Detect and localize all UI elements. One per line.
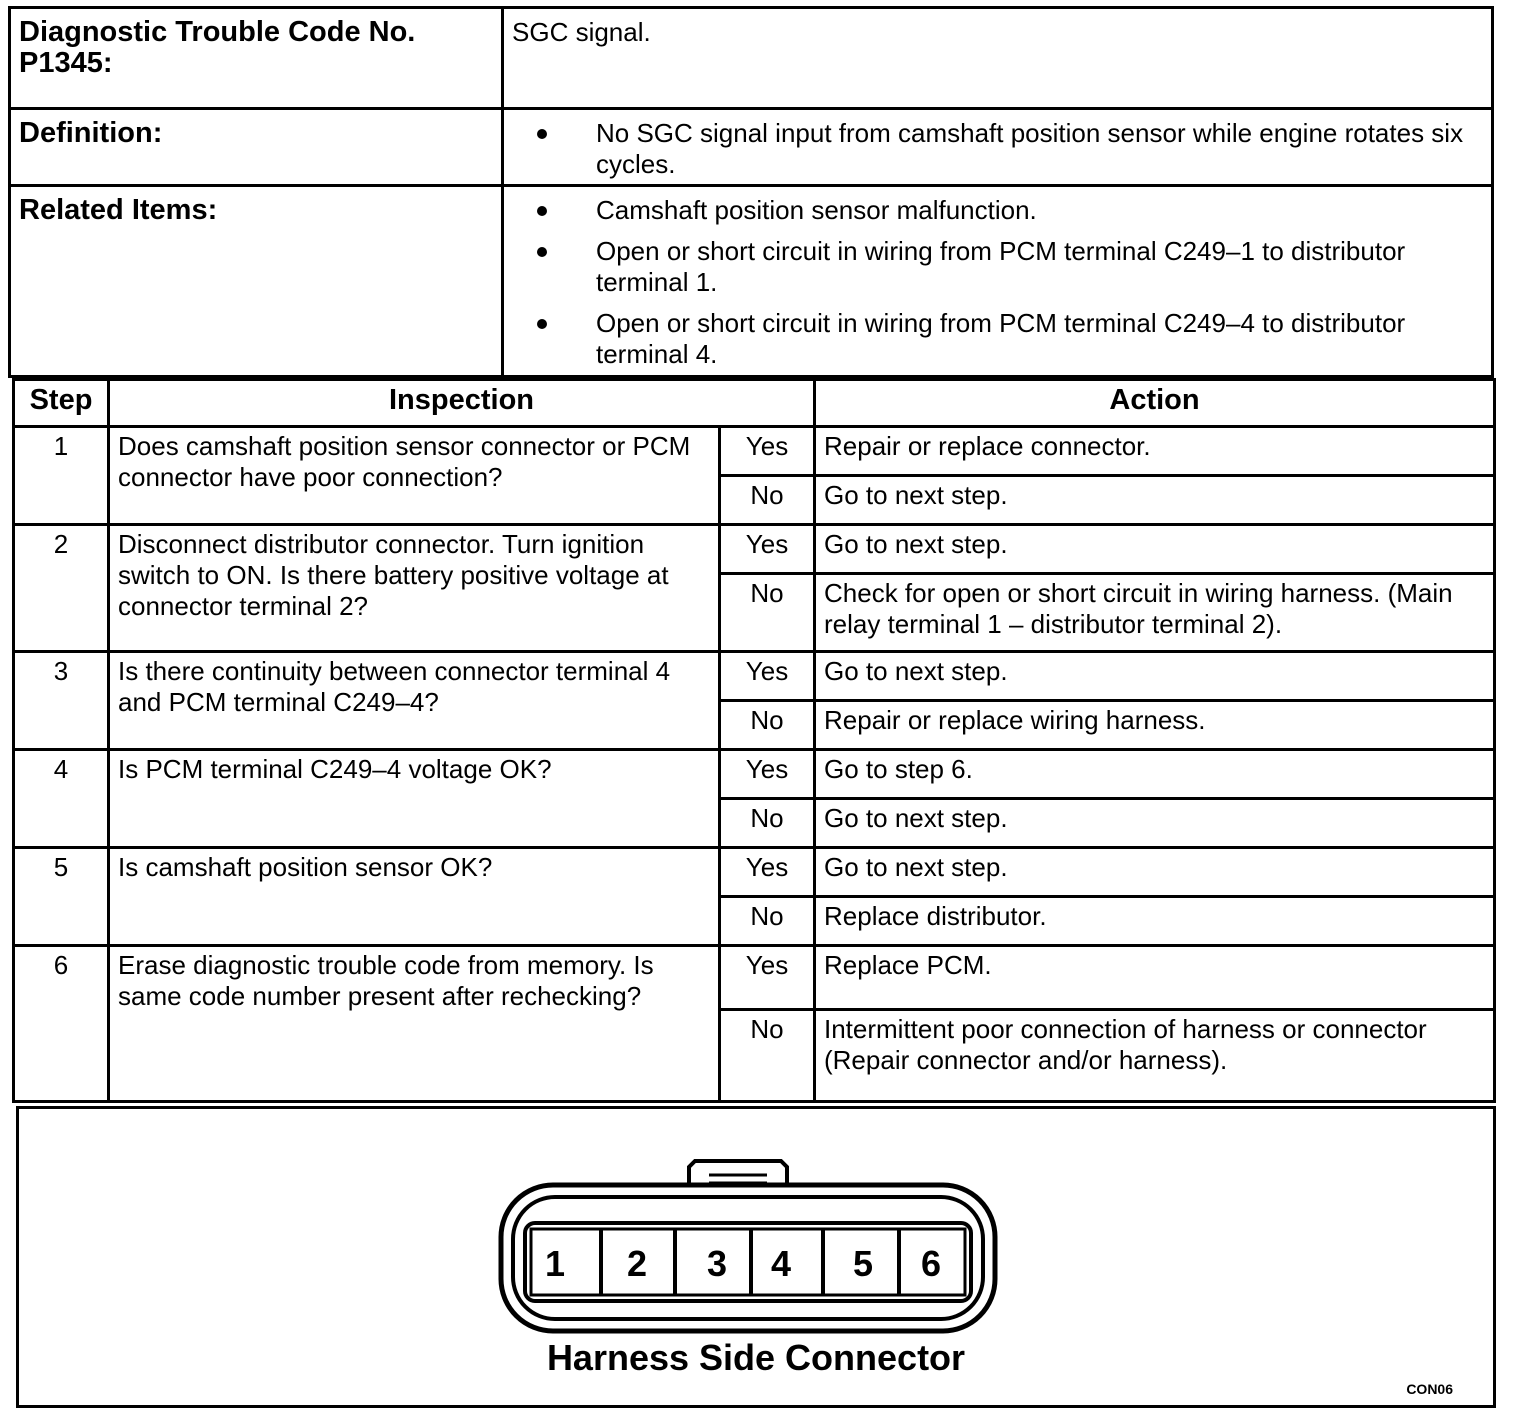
related-label: Related Items: <box>10 186 503 377</box>
table-row <box>14 525 1495 574</box>
pin-label: 1 <box>544 1243 566 1284</box>
related-row <box>10 186 1493 377</box>
dtc-value: SGC signal. <box>503 8 1493 109</box>
step-inspection: Is there continuity between connector terminal 4 and PCM terminal C249–4? <box>109 652 720 750</box>
pin-label: 3 <box>706 1243 728 1284</box>
yes-label: Yes <box>720 946 815 1010</box>
pin-label: 4 <box>770 1243 792 1284</box>
step-number: 3 <box>14 652 109 750</box>
no-action: Replace distributor. <box>815 897 1495 946</box>
step-number: 6 <box>14 946 109 1102</box>
steps-header-row <box>14 380 1495 427</box>
yes-action: Repair or replace connector. <box>815 427 1495 476</box>
pin-label: 6 <box>920 1243 942 1284</box>
yes-action: Go to next step. <box>815 848 1495 897</box>
no-label: No <box>720 574 815 652</box>
no-action: Repair or replace wiring harness. <box>815 701 1495 750</box>
yes-action: Go to step 6. <box>815 750 1495 799</box>
yes-label: Yes <box>720 750 815 799</box>
pin-label: 5 <box>852 1243 874 1284</box>
definition-row <box>10 109 1493 186</box>
yes-label: Yes <box>720 427 815 476</box>
definition-list <box>512 118 1471 180</box>
table-row <box>14 848 1495 897</box>
step-inspection: Is PCM terminal C249–4 voltage OK? <box>109 750 720 848</box>
connector-caption: Harness Side Connector <box>546 1337 966 1378</box>
figure-code: CON06 <box>1406 1381 1453 1397</box>
connector-diagram-box <box>16 1106 1496 1408</box>
inspection-steps-table <box>12 378 1496 1103</box>
table-row <box>14 946 1495 1010</box>
no-label: No <box>720 1010 815 1102</box>
related-item: Camshaft position sensor malfunction. <box>512 195 1471 226</box>
step-inspection: Disconnect distributor connector. Turn ignition switch to ON. Is there battery positive voltage at connector terminal 2? <box>109 525 720 652</box>
pin-housing <box>525 1223 971 1301</box>
pin-label: 2 <box>626 1243 648 1284</box>
no-action: Intermittent poor connection of harness or connector (Repair connector and/or harness). <box>815 1010 1495 1102</box>
yes-action: Go to next step. <box>815 652 1495 701</box>
step-header: Step <box>14 380 109 427</box>
dtc-info-table <box>8 6 1494 378</box>
harness-connector-illustration <box>489 1159 1009 1339</box>
no-label: No <box>720 476 815 525</box>
step-inspection: Erase diagnostic trouble code from memory. Is same code number present after rechecking? <box>109 946 720 1102</box>
related-item: Open or short circuit in wiring from PCM terminal C249–1 to distributor terminal 1. <box>512 236 1471 298</box>
step-number: 5 <box>14 848 109 946</box>
yes-label: Yes <box>720 525 815 574</box>
no-action: Go to next step. <box>815 476 1495 525</box>
definition-label: Definition: <box>10 109 503 186</box>
no-label: No <box>720 701 815 750</box>
definition-item: No SGC signal input from camshaft position sensor while engine rotates six cycles. <box>512 118 1471 180</box>
step-number: 4 <box>14 750 109 848</box>
no-action: Go to next step. <box>815 799 1495 848</box>
inspection-header: Inspection <box>109 380 815 427</box>
dtc-label: Diagnostic Trouble Code No. P1345: <box>10 8 503 109</box>
yes-action: Replace PCM. <box>815 946 1495 1010</box>
yes-label: Yes <box>720 848 815 897</box>
step-inspection: Is camshaft position sensor OK? <box>109 848 720 946</box>
table-row <box>14 652 1495 701</box>
step-inspection: Does camshaft position sensor connector or PCM connector have poor connection? <box>109 427 720 525</box>
action-header: Action <box>815 380 1495 427</box>
no-label: No <box>720 897 815 946</box>
definition-cell <box>503 109 1493 186</box>
step-number: 1 <box>14 427 109 525</box>
no-label: No <box>720 799 815 848</box>
table-row <box>14 427 1495 476</box>
dtc-row <box>10 8 1493 109</box>
yes-label: Yes <box>720 652 815 701</box>
related-list <box>512 195 1471 370</box>
related-cell <box>503 186 1493 377</box>
no-action: Check for open or short circuit in wiring harness. (Main relay terminal 1 – distributor terminal 2). <box>815 574 1495 652</box>
step-number: 2 <box>14 525 109 652</box>
related-item: Open or short circuit in wiring from PCM terminal C249–4 to distributor terminal 4. <box>512 308 1471 370</box>
yes-action: Go to next step. <box>815 525 1495 574</box>
table-row <box>14 750 1495 799</box>
